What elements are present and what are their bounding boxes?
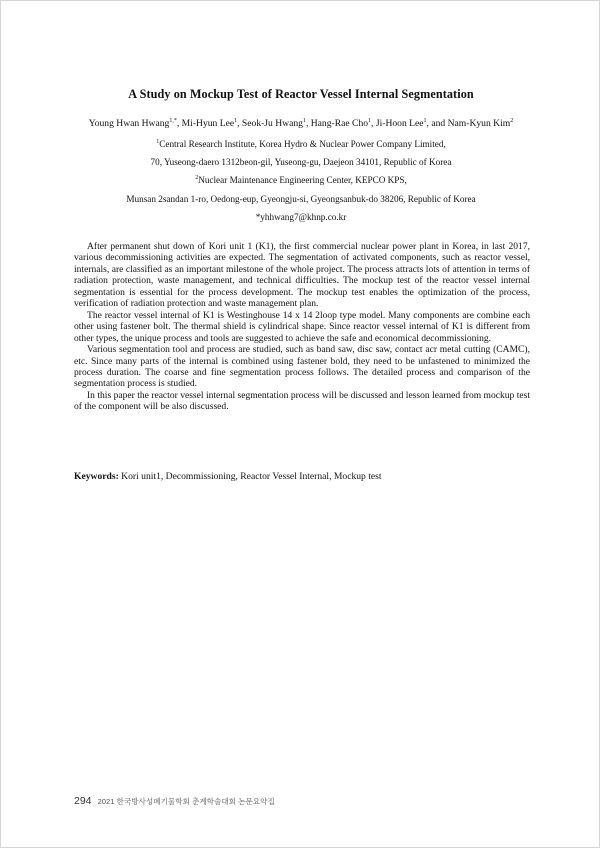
keywords-text: Kori unit1, Decommissioning, Reactor Vessel Internal, Mockup test bbox=[121, 471, 382, 482]
author-affiliation-marker: 1 bbox=[302, 118, 306, 124]
author-list: Young Hwan Hwang$^{1,*}$, Mi-Hyun Lee$^1$, Seok-Ju Hwang$^1$, Hang-Rae Cho$^1$, Ji-Hoon Lee$^1$, and Nam-Kyun Kim$^2$ bbox=[88, 118, 514, 129]
affiliation-2-line-1 bbox=[1, 175, 600, 185]
abstract-paragraph: After permanent shut down of Kori unit 1 (K1), the first commercial nuclear power plant in Korea, in last 2017, various decommissioning activities are expected. The segmentation of activated components, such as reactor vessel, internals, are classified as an important milestone of the whole project. The process attracts lots of attention in terms of radiation protection, waste management, and technical difficulties. The mockup test of the reactor vessel internal segmentation is essential for the process development. The mockup test enables the optimization of the process, verification of radiation protection and waste management plan. bbox=[74, 241, 530, 310]
page-number: 294 bbox=[74, 795, 92, 807]
affiliation-text: Nuclear Maintenance Engineering Center, KEPCO KPS, bbox=[198, 175, 407, 185]
author-name: Mi-Hyun Lee bbox=[181, 118, 235, 129]
author-name: Seok-Ju Hwang bbox=[241, 118, 303, 129]
author-affiliation-marker: 1 bbox=[368, 118, 372, 124]
author-name: Hang-Rae Cho bbox=[310, 118, 369, 129]
conference-name: 2021 한국방사성폐기물학회 춘계학술대회 논문요약집 bbox=[97, 797, 275, 806]
author-name: Ji-Hoon Lee bbox=[375, 118, 424, 129]
abstract-paragraph: Various segmentation tool and process are studied, such as band saw, disc saw, contact acr metal cutting (CAMC), etc. Since many parts of the internal is combined using fastener bold, they need to be unfastened to minimized the process duration. The coarse and fine segmentation process follows. The detailed process and comparison of the segmentation process is studied. bbox=[74, 344, 530, 390]
affiliation-1-line-1 bbox=[1, 139, 600, 149]
affiliation-marker: 2 bbox=[195, 175, 199, 181]
corresponding-email: *yhhwang7@khnp.co.kr bbox=[255, 212, 347, 222]
author-name: Young Hwan Hwang bbox=[88, 118, 170, 129]
author-name: Nam-Kyun Kim bbox=[447, 118, 511, 129]
affiliation-marker: 1 bbox=[156, 139, 160, 145]
paper-title: A Study on Mockup Test of Reactor Vessel Internal Segmentation bbox=[128, 87, 474, 101]
affiliation-text: Central Research Institute, Korea Hydro & Nuclear Power Company Limited, bbox=[159, 139, 446, 149]
affiliation-2-line-2: Munsan 2sandan 1-ro, Oedong-eup, Gyeongju-si, Gyeongsanbuk-do 38206, Republic of Korea bbox=[126, 194, 476, 204]
abstract-paragraph: The reactor vessel internal of K1 is Westinghouse 14 x 14 2loop type model. Many components are combine each other using fastener bolt. The thermal shield is cylindrical shape. Since reactor vessel internal of K1 is different from other types, the unique process and tools are suggested to achieve the safe and economical decommissioning. bbox=[74, 309, 530, 344]
author-affiliation-marker: 1,* bbox=[169, 118, 177, 124]
author-affiliation-marker: 2 bbox=[510, 118, 514, 124]
keywords-line bbox=[74, 471, 530, 482]
page-footer bbox=[74, 795, 275, 807]
keywords-label: Keywords: bbox=[74, 471, 119, 482]
abstract-body bbox=[74, 241, 530, 413]
author-affiliation-marker: 1 bbox=[423, 118, 427, 124]
author-affiliation-marker: 1 bbox=[234, 118, 238, 124]
abstract-paragraph: In this paper the reactor vessel internal segmentation process will be discussed and lesson learned from mockup test of the component will be also discussed. bbox=[74, 389, 530, 413]
affiliation-1-line-2: 70, Yuseong-daero 1312beon-gil, Yuseong-gu, Daejeon 34101, Republic of Korea bbox=[150, 157, 452, 167]
